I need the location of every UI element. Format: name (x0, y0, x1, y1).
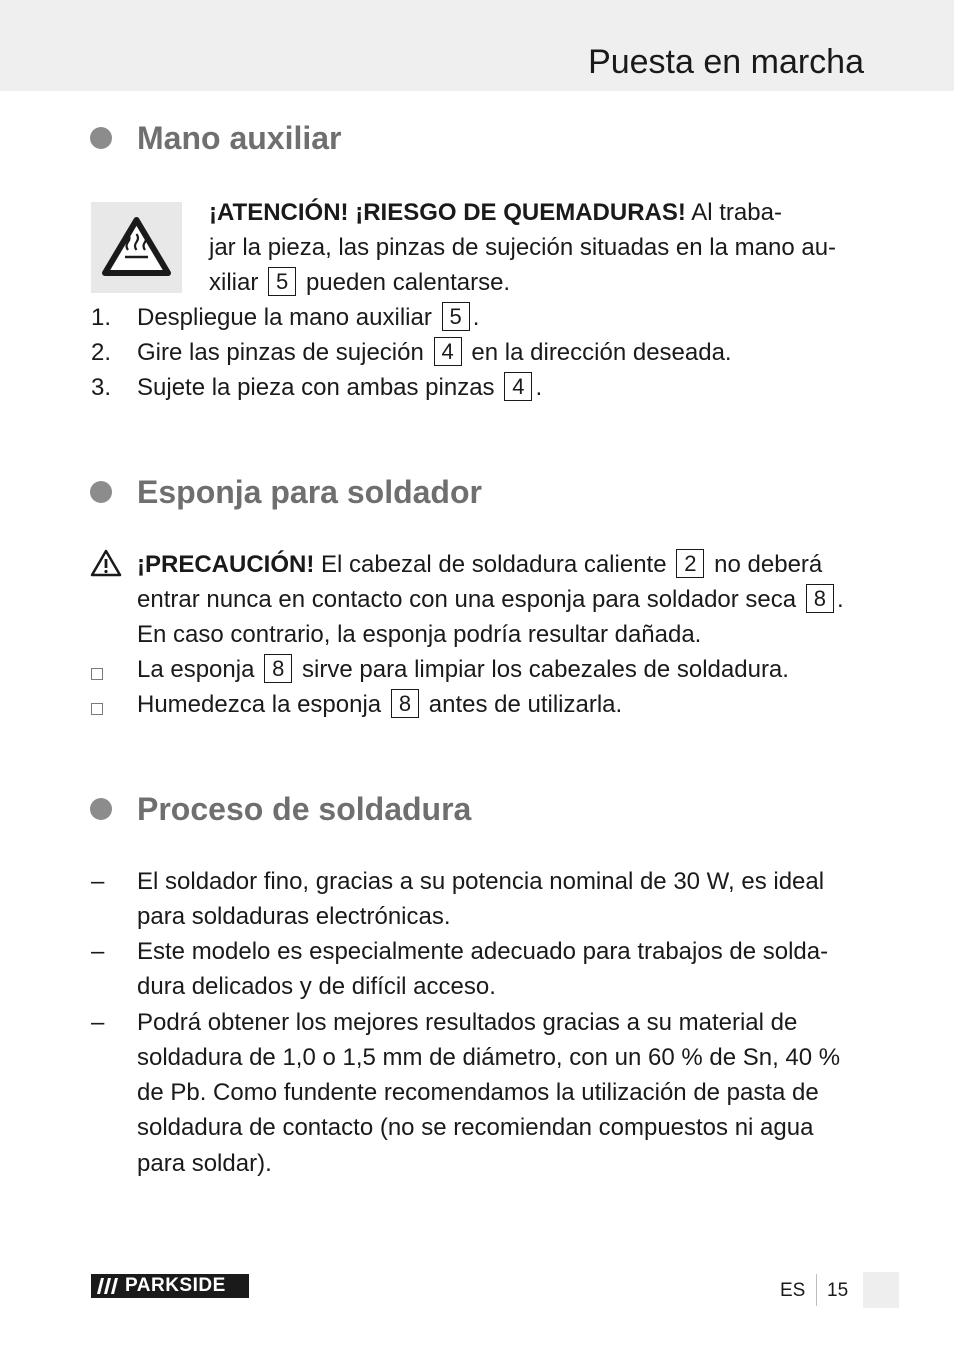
part-reference: 8 (391, 689, 419, 718)
step-label: Gire las pinzas de sujeción (137, 339, 424, 366)
section-title-mano: Mano auxiliar (137, 120, 342, 156)
list-dash: – (91, 868, 105, 895)
paragraph-line: soldadura de 1,0 o 1,5 mm de diámetro, con un 60 % de Sn, 40 % (137, 1044, 841, 1071)
list-dash: – (91, 1009, 105, 1036)
parkside-logo (91, 1274, 249, 1298)
warning-text: pueden calentarse. (305, 269, 511, 296)
paragraph-line: para soldaduras electrónicas. (137, 903, 451, 930)
paragraph-line: Podrá obtener los mejores resultados gracias a su material de (137, 1009, 798, 1036)
caution-heading: ¡PRECAUCIÓN! (137, 551, 315, 578)
list-item (137, 687, 622, 722)
hot-surface-warning-icon (91, 202, 182, 293)
step-number: 1. (91, 304, 112, 331)
caution-triangle-icon (90, 549, 122, 577)
page-number: 15 (827, 1280, 849, 1301)
step-text (137, 335, 732, 370)
warning-line-1 (209, 195, 782, 230)
caution-text: entrar nunca en contacto con una esponja para soldador seca (137, 586, 797, 613)
step-label: . (472, 304, 480, 331)
step-text (137, 300, 479, 335)
list-item (137, 652, 789, 687)
section-bullet (90, 127, 112, 149)
list-dash: – (91, 938, 105, 965)
step-text (137, 370, 542, 405)
footer-tab-marker (863, 1272, 899, 1308)
section-title-proceso: Proceso de soldadura (137, 791, 472, 827)
part-reference: 4 (504, 372, 532, 401)
section-bullet (90, 481, 112, 503)
list-square-icon (91, 668, 103, 680)
step-label: en la dirección deseada. (471, 339, 732, 366)
step-label: Sujete la pieza con ambas pinzas (137, 374, 495, 401)
caution-text: El cabezal de soldadura caliente (314, 551, 667, 578)
paragraph-line: de Pb. Como fundente recomendamos la utilización de pasta de (137, 1079, 819, 1106)
list-square-icon (91, 703, 103, 715)
part-reference: 8 (264, 654, 292, 683)
part-reference: 2 (676, 549, 704, 578)
warning-line-2: jar la pieza, las pinzas de sujeción situadas en la mano au- (209, 234, 837, 261)
page-title: Puesta en marcha (588, 43, 864, 81)
list-text: Humedezca la esponja (137, 691, 382, 718)
paragraph-line: soldadura de contacto (no se recomiendan compuestos ni agua (137, 1114, 814, 1141)
section-bullet (90, 798, 112, 820)
caution-line-3: En caso contrario, la esponja podría resultar dañada. (137, 621, 702, 648)
step-number: 2. (91, 339, 112, 366)
part-reference: 5 (268, 267, 296, 296)
warning-text: xiliar (209, 269, 259, 296)
step-label: . (535, 374, 543, 401)
warning-text: Al traba- (685, 199, 782, 226)
caution-line-1 (137, 547, 822, 582)
part-reference: 5 (442, 302, 470, 331)
paragraph-line: para soldar). (137, 1150, 272, 1177)
caution-text: . (837, 586, 844, 613)
paragraph-line: Este modelo es especialmente adecuado para trabajos de solda- (137, 938, 829, 965)
list-text: sirve para limpiar los cabezales de soldadura. (302, 656, 789, 683)
part-reference: 8 (806, 584, 834, 613)
list-text: antes de utilizarla. (428, 691, 623, 718)
footer-language: ES (780, 1280, 806, 1301)
list-text: La esponja (137, 656, 255, 683)
brand-name: PARKSIDE (125, 1275, 226, 1296)
footer-divider (816, 1274, 817, 1306)
warning-line-3 (209, 265, 510, 300)
caution-line-2 (137, 582, 844, 617)
part-reference: 4 (434, 337, 462, 366)
warning-heading: ¡ATENCIÓN! ¡RIESGO DE QUEMADURAS! (209, 199, 686, 226)
paragraph-line: dura delicados y de difícil acceso. (137, 973, 496, 1000)
caution-text: no deberá (714, 551, 823, 578)
paragraph-line: El soldador fino, gracias a su potencia nominal de 30 W, es ideal (137, 868, 825, 895)
step-number: 3. (91, 374, 112, 401)
step-label: Despliegue la mano auxiliar (137, 304, 432, 331)
section-title-esponja: Esponja para soldador (137, 474, 482, 510)
